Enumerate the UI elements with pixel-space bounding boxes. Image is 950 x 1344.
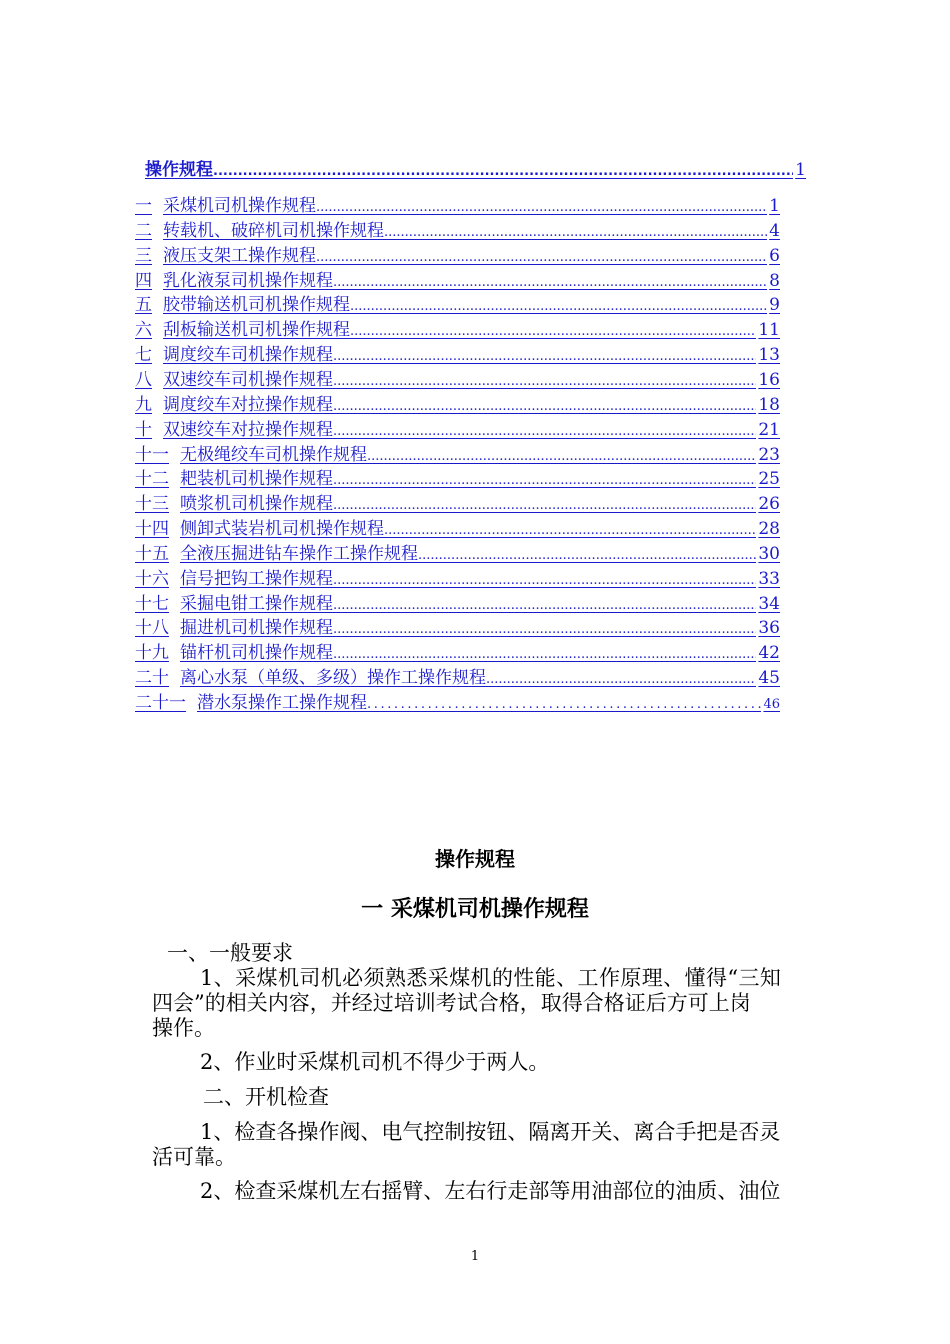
paragraph-line: 1、检查各操作阀、电气控制按钮、隔离开关、离合手把是否灵 <box>200 1120 781 1144</box>
toc-entry-title: 胶带输送机司机操作规程 <box>163 295 350 316</box>
toc-leader-dots <box>213 161 793 183</box>
toc-entry-link[interactable] <box>135 493 780 517</box>
toc-entry-link[interactable] <box>135 518 780 542</box>
toc-entry-title: 离心水泵（单级、多级）操作工操作规程 <box>180 668 486 689</box>
toc-entry-number: 五 <box>135 295 152 316</box>
toc-entry-page: 21 <box>758 419 780 440</box>
toc-entry-title: 耙装机司机操作规程 <box>180 469 333 490</box>
toc-entry-page: 1 <box>769 196 780 216</box>
paragraph-line: 2、检查采煤机左右摇臂、左右行走部等用油部位的油质、油位 <box>200 1179 781 1203</box>
toc-leader-dots <box>333 495 756 517</box>
toc-entry-link[interactable] <box>135 568 780 592</box>
toc-entry-page: 26 <box>758 494 780 515</box>
toc-leader-dots <box>333 371 756 393</box>
toc-leader-dots <box>333 595 756 617</box>
toc-entry-link[interactable] <box>135 195 780 219</box>
toc-heading-link[interactable] <box>145 159 806 183</box>
toc-entry-title: 喷浆机司机操作规程 <box>180 494 333 515</box>
toc-entry-number: 六 <box>135 320 152 341</box>
toc-entry-title: 乳化液泵司机操作规程 <box>163 270 333 291</box>
toc-leader-dots <box>333 470 756 492</box>
toc-entry-link[interactable] <box>135 245 780 269</box>
toc-leader-dots <box>333 570 756 592</box>
toc-entry-link[interactable] <box>135 319 780 343</box>
toc-entry-link[interactable] <box>135 543 780 567</box>
toc-leader-dots <box>384 520 756 542</box>
paragraph-line: 活可靠。 <box>152 1145 236 1169</box>
toc-entry-title: 转载机、破碎机司机操作规程 <box>163 220 384 241</box>
paragraph-line: 2、作业时采煤机司机不得少于两人。 <box>200 1050 550 1074</box>
toc-entry-number: 三 <box>135 245 152 266</box>
toc-entry-link[interactable] <box>135 617 780 641</box>
toc-entry-number: 二 <box>135 220 152 241</box>
toc-entry-page: 33 <box>758 568 780 589</box>
toc-leader-dots <box>316 197 767 219</box>
toc-entry-number: 十六 <box>135 568 169 589</box>
paragraph-line: 操作。 <box>152 1016 215 1040</box>
toc-entry-link[interactable] <box>135 593 780 617</box>
toc-entry-number: 十八 <box>135 618 169 639</box>
toc-entry-title: 侧卸式装岩机司机操作规程 <box>180 519 384 540</box>
toc-entry-number: 十三 <box>135 494 169 515</box>
toc-leader-dots <box>333 619 756 641</box>
toc-entry-number: 二十一 <box>135 693 186 713</box>
toc-leader-dots <box>384 222 767 244</box>
toc-entry-number: 七 <box>135 345 152 366</box>
toc-leader-dots <box>367 694 761 716</box>
toc-entry-link[interactable] <box>135 667 780 691</box>
section-title: 一 采煤机司机操作规程 <box>361 897 589 922</box>
toc-entry-title: 液压支架工操作规程 <box>163 245 316 266</box>
toc-heading-page: 1 <box>795 160 806 180</box>
toc-entry-title: 采掘电钳工操作规程 <box>180 593 333 614</box>
toc-entry-number: 十九 <box>135 643 169 664</box>
toc-entry-title: 信号把钩工操作规程 <box>180 568 333 589</box>
toc-entry-link[interactable] <box>135 220 780 244</box>
toc-entry-page: 25 <box>758 469 780 490</box>
toc-entry-number: 十一 <box>135 444 169 465</box>
toc-entry-number: 九 <box>135 394 152 415</box>
toc-entry-page: 4 <box>769 220 780 241</box>
toc-entry-page: 16 <box>758 369 780 390</box>
toc-entry-title: 双速绞车司机操作规程 <box>163 369 333 390</box>
toc-entry-number: 八 <box>135 369 152 390</box>
toc-entry-link[interactable] <box>135 369 780 393</box>
heading-startup-check: 二、开机检查 <box>203 1085 329 1109</box>
toc-entry-title: 调度绞车对拉操作规程 <box>163 394 333 415</box>
toc-entry-page: 9 <box>769 295 780 316</box>
toc-entry-page: 34 <box>758 593 780 614</box>
toc-leader-dots <box>333 396 756 418</box>
toc-entry-page: 36 <box>758 618 780 639</box>
toc-entry-number: 一 <box>135 196 152 216</box>
toc-entry-title: 调度绞车司机操作规程 <box>163 345 333 366</box>
toc-entry-title: 采煤机司机操作规程 <box>163 196 316 216</box>
toc-entry-title: 无极绳绞车司机操作规程 <box>180 444 367 465</box>
toc-heading-label: 操作规程 <box>145 160 213 180</box>
toc-entry-title: 锚杆机司机操作规程 <box>180 643 333 664</box>
toc-leader-dots <box>418 545 756 567</box>
toc-entry-link[interactable] <box>135 642 780 666</box>
toc-entry-link[interactable] <box>135 468 780 492</box>
toc-entry-number: 十七 <box>135 593 169 614</box>
toc-entry-link[interactable] <box>135 394 780 418</box>
toc-entry-title: 掘进机司机操作规程 <box>180 618 333 639</box>
toc-leader-dots <box>486 669 756 691</box>
toc-leader-dots <box>316 247 767 269</box>
toc-entry-page: 30 <box>758 543 780 564</box>
toc-leader-dots <box>333 346 756 368</box>
toc-entry-page: 8 <box>769 270 780 291</box>
toc-entry-link[interactable] <box>135 270 780 294</box>
toc-entry-page: 11 <box>758 320 780 341</box>
toc-entry-page: 23 <box>758 444 780 465</box>
paragraph-line: 1、采煤机司机必须熟悉采煤机的性能、工作原理、懂得“三知 <box>200 966 782 990</box>
toc-leader-dots <box>350 296 767 318</box>
toc-entry-title: 刮板输送机司机操作规程 <box>163 320 350 341</box>
toc-entry-title: 双速绞车对拉操作规程 <box>163 419 333 440</box>
toc-leader-dots <box>333 272 767 294</box>
toc-entry-number: 四 <box>135 270 152 291</box>
toc-entry-number: 十 <box>135 419 152 440</box>
toc-entry-page: 45 <box>758 668 780 689</box>
toc-leader-dots <box>367 446 756 468</box>
toc-entry-number: 十四 <box>135 519 169 540</box>
toc-entry-link[interactable] <box>135 444 780 468</box>
toc-leader-dots <box>350 321 756 343</box>
toc-entry-title: 全液压掘进钻车操作工操作规程 <box>180 543 418 564</box>
toc-entry-page: 46 <box>763 697 780 712</box>
toc-entry-page: 13 <box>758 345 780 366</box>
toc-entry-page: 42 <box>758 643 780 664</box>
toc-entry-page: 6 <box>769 245 780 266</box>
toc-entry-number: 二十 <box>135 668 169 689</box>
toc-entry-link[interactable] <box>135 344 780 368</box>
toc-entry-link[interactable] <box>135 294 780 318</box>
toc-leader-dots <box>333 644 756 666</box>
page-number: 1 <box>470 1249 480 1264</box>
toc-entry-link[interactable] <box>135 419 780 443</box>
toc-entry-number: 十五 <box>135 543 169 564</box>
toc-entry-title: 潜水泵操作工操作规程 <box>197 693 367 713</box>
toc-entry-number: 十二 <box>135 469 169 490</box>
paragraph-line: 四会”的相关内容，并经过培训考试合格，取得合格证后方可上岗 <box>152 991 751 1015</box>
document-title: 操作规程 <box>435 847 515 871</box>
toc-entry-page: 28 <box>758 519 780 540</box>
toc-entry-link[interactable] <box>135 692 780 716</box>
heading-general-requirements: 一、一般要求 <box>167 941 293 965</box>
toc-entry-page: 18 <box>758 394 780 415</box>
toc-leader-dots <box>333 421 756 443</box>
